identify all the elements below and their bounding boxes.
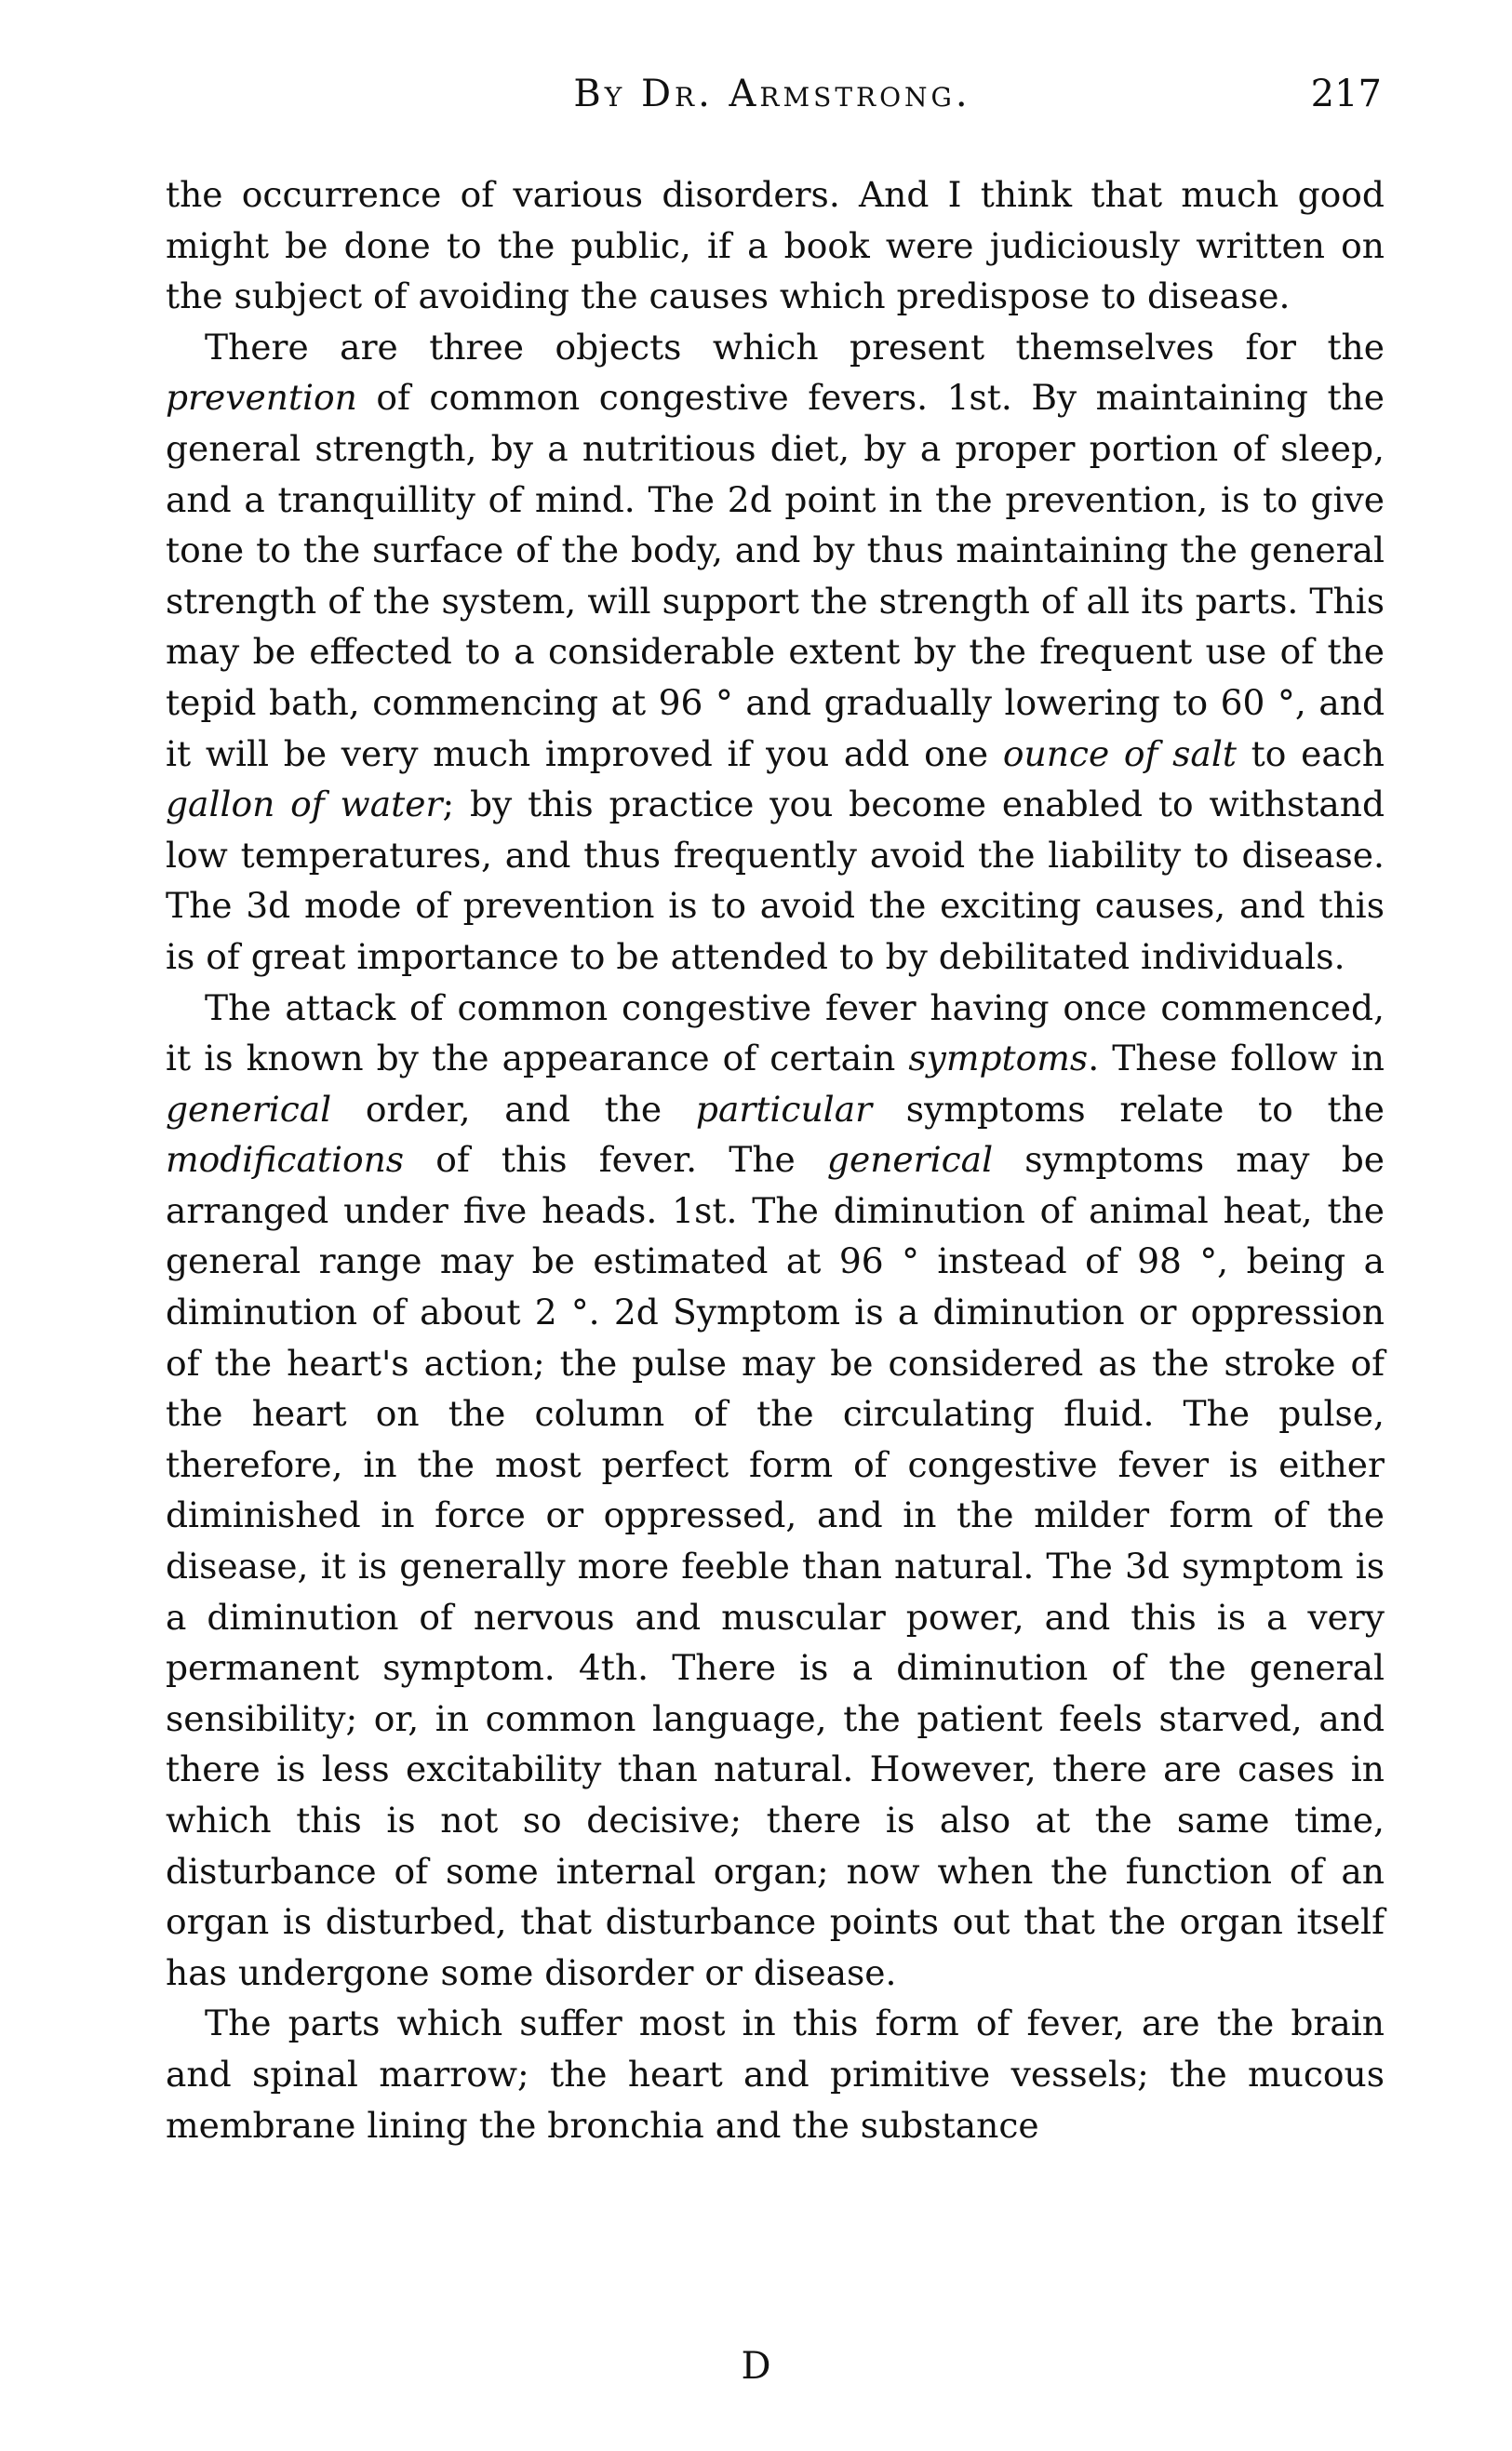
running-head: By Dr. Armstrong. [573,73,971,115]
italic-text-segment: gallon of water [166,784,443,825]
text-segment: symptoms may be arranged under five heads. 1st. The diminution of animal heat, the general range may be estimated at 96 ° instead of 98 °, being a diminution of about 2 °. 2d Symptom is a diminution or oppression of the heart's action; the pulse may be considered as the stroke of the heart on the column of the circulating fluid. The pulse, therefore, in the most perfect form of congestive fever is either diminished in force or oppressed, and in the milder form of the disease, it is generally more feeble than natural. The 3d symptom is a diminution of nervous and muscular power, and this is a very permanent symptom. 4th. There is a diminution of the general sensibility; or, in common language, the patient feels starved, and there is less excitability than natural. However, there are cases in which this is not so decisive; there is also at the same time, disturbance of some internal organ; now when the function of an organ is disturbed, that disturbance points out that the organ itself has undergone some disorder or disease. [166,1139,1385,1993]
paragraph-3 [166,983,1385,1999]
italic-text-segment: symptoms [908,1038,1089,1079]
italic-text-segment: generical [826,1139,994,1181]
text-segment: The parts which suffer most in this form of fever, are the brain and spinal marrow; the heart and primitive vessels; the mucous membrane lining the bronchia and the substance [166,2002,1385,2146]
italic-text-segment: ounce of salt [1002,732,1237,774]
paragraph-4 [166,1998,1385,2150]
text-segment: to each [1236,732,1385,774]
text-segment: order, and the [331,1088,696,1130]
page-header [163,73,1382,128]
signature-mark: D [741,2345,771,2388]
text-segment: There are three objects which present themselves for the [205,326,1385,368]
page-number: 217 [1310,73,1382,115]
body-text [166,169,1385,2150]
text-segment: of this fever. The [404,1139,827,1181]
italic-text-segment: generical [166,1088,332,1130]
italic-text-segment: prevention [166,377,357,419]
text-segment: symptoms relate to the [872,1088,1385,1130]
text-segment: the occurrence of various disorders. And I think that much good might be done to the public, if a book were judiciously written on the subject of avoiding the causes which predispose to disease. [166,174,1385,317]
text-segment: of common congestive fevers. 1st. By maintaining the general strength, by a nutritious diet, by a proper portion of sleep, and a tranquillity of mind. The 2d point in the prevention, is to give tone to the surface of the body, and by thus maintaining the general strength of the system, will support the strength of all its parts. This may be effected to a considerable extent by the frequent use of the tepid bath, commencing at 96 ° and gradually lowering to 60 °, and it will be very much improved if you add one [166,377,1385,774]
text-segment: The attack of common congestive fever having once commenced, it is known by the appearance of certain [166,986,1385,1079]
text-segment: . These follow in [1088,1038,1385,1079]
paragraph-2 [166,322,1385,983]
italic-text-segment: particular [695,1088,873,1130]
text-segment: ; by this practice you become enabled to withstand low temperatures, and thus frequently avoid the liability to disease. The 3d mode of prevention is to avoid the exciting causes, and this is of great importance to be attended to by debilitated individuals. [166,784,1385,977]
paragraph-1 [166,169,1385,322]
italic-text-segment: modifications [166,1139,405,1181]
